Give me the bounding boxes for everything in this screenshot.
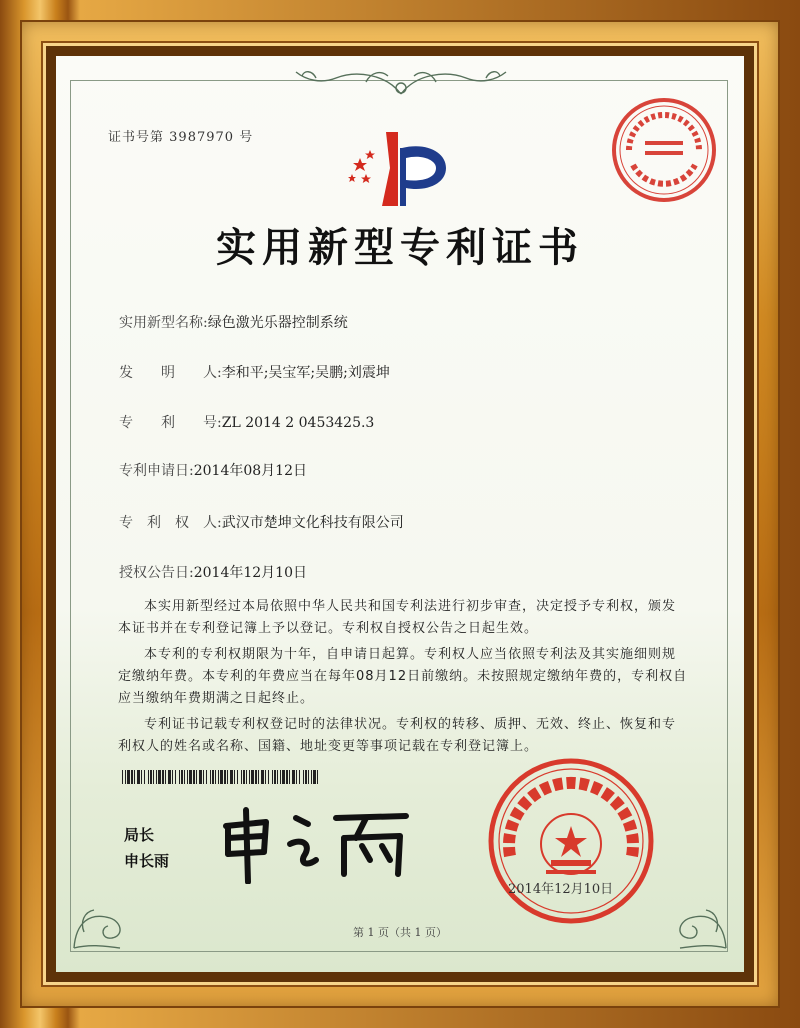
patentee-label: 专 利 权 人: bbox=[119, 515, 222, 531]
bottom-right-ornament-icon bbox=[670, 882, 730, 952]
director-signature-icon bbox=[216, 804, 416, 884]
certificate-number-value: 3987970 bbox=[169, 130, 235, 145]
patent-number-field bbox=[119, 412, 374, 432]
utility-model-name-field bbox=[119, 312, 348, 332]
page-title: 实用新型专利证书 bbox=[216, 224, 584, 271]
paragraph: 专利证书记载专利权登记时的法律状况。专利权的转移、质押、无效、终止、恢复和专利权人的姓名或名称、国籍、地址变更等事项记载在专利登记簿上。 bbox=[118, 717, 677, 754]
inventors-field bbox=[119, 362, 390, 382]
bottom-left-ornament-icon bbox=[70, 882, 130, 952]
director-title: 局长 bbox=[124, 826, 155, 844]
director-name: 申长雨 bbox=[124, 852, 170, 870]
patent-number-value: ZL 2014 2 0453425.3 bbox=[221, 415, 375, 431]
utility-model-name-value: 绿色激光乐器控制系统 bbox=[207, 315, 348, 331]
utility-model-name-label: 实用新型名称: bbox=[119, 315, 208, 331]
patent-office-logo-icon bbox=[346, 128, 456, 208]
paragraph: 本专利的专利权期限为十年，自申请日起算。专利权人应当依照专利法及其实施细则规定缴纳年费。本专利的年费应当在每年08月12日前缴纳。未按照规定缴纳年费的，专利权自应当缴纳年费期满之日起终止。 bbox=[118, 647, 688, 706]
certificate-body-text bbox=[118, 596, 688, 762]
agency-seal-icon bbox=[609, 95, 719, 205]
barcode-icon bbox=[122, 770, 318, 784]
grant-date-label: 授权公告日: bbox=[119, 565, 194, 581]
inventors-label: 发 明 人: bbox=[119, 365, 222, 381]
grant-date-field bbox=[119, 562, 307, 582]
certificate-number-suffix: 号 bbox=[239, 130, 254, 145]
patentee-value: 武汉市楚坤文化科技有限公司 bbox=[221, 515, 404, 531]
filing-date-value: 2014年08月12日 bbox=[193, 463, 307, 479]
filing-date-label: 专利申请日: bbox=[119, 463, 194, 479]
paragraph: 本实用新型经过本局依照中华人民共和国专利法进行初步审查，决定授予专利权，颁发本证书并在专利登记簿上予以登记。专利权自授权公告之日起生效。 bbox=[118, 599, 677, 636]
grant-date-value: 2014年12月10日 bbox=[193, 565, 307, 581]
page-number: 第 1 页（共 1 页） bbox=[353, 926, 447, 939]
seal-date: 2014年12月10日 bbox=[508, 882, 614, 897]
inventors-value: 李和平;吴宝军;吴鹏;刘震坤 bbox=[221, 365, 390, 381]
official-seal-icon bbox=[486, 756, 656, 926]
certificate-number bbox=[108, 126, 253, 145]
patentee-field bbox=[119, 512, 404, 532]
filing-date-field bbox=[119, 460, 307, 480]
certificate-number-label: 证书号第 bbox=[108, 130, 165, 145]
patent-number-label: 专 利 号: bbox=[119, 415, 222, 431]
certificate-paper bbox=[56, 56, 744, 972]
top-ornament-icon bbox=[276, 64, 526, 100]
